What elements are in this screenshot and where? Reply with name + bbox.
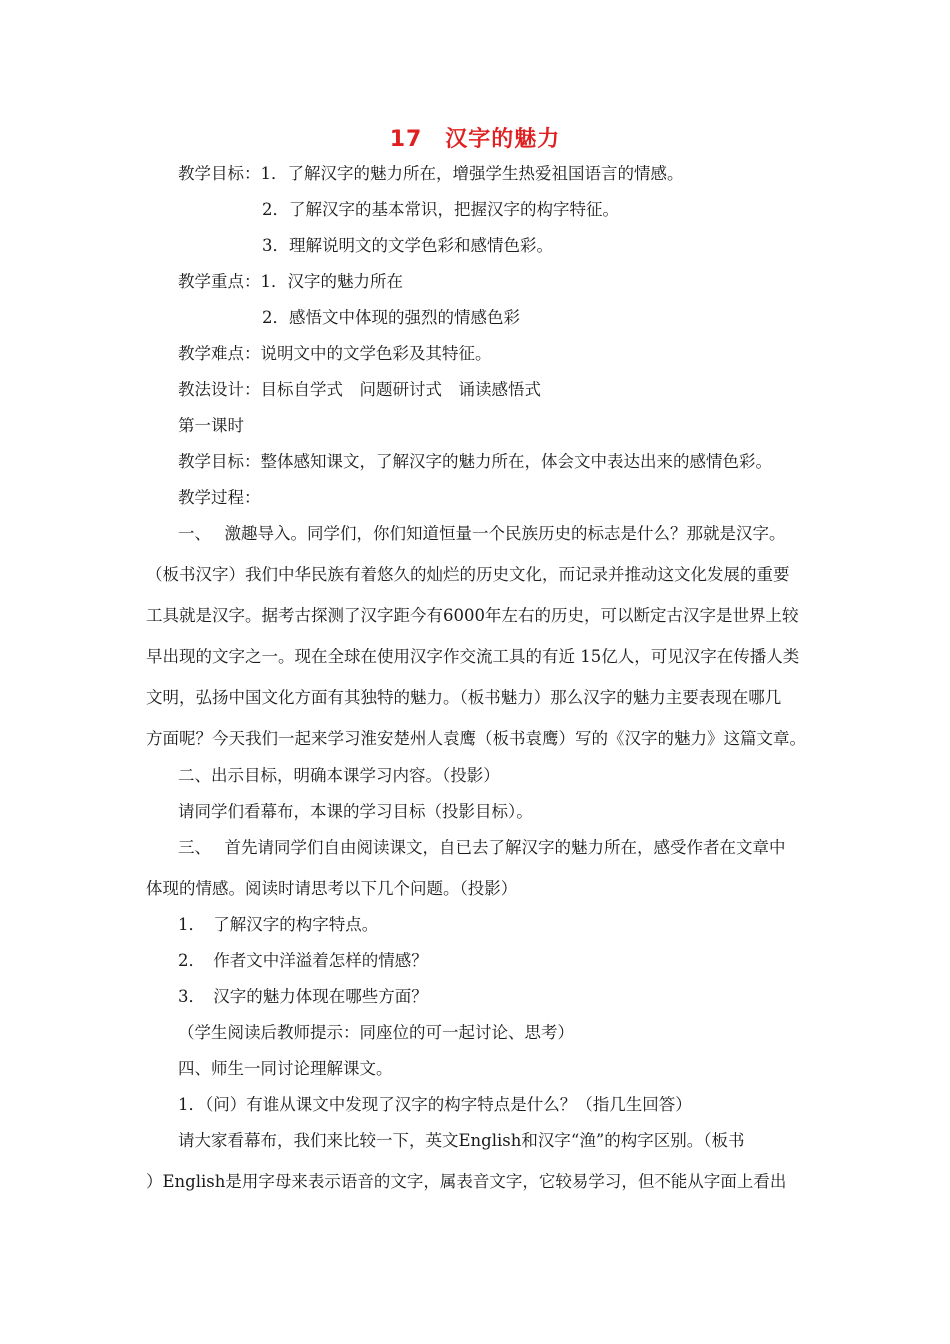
- text-line: 教学难点：说明文中的文学色彩及其特征。: [178, 344, 492, 363]
- text-line: 1． 了解汉字的构字特点。: [178, 915, 379, 934]
- text-line: 教学重点：1．汉字的魅力所在: [178, 272, 403, 291]
- text-line: 2．了解汉字的基本常识，把握汉字的构字特征。: [262, 200, 619, 219]
- text-line: 请大家看幕布，我们来比较一下，英文English和汉字“渔”的构字区别。（板书: [178, 1131, 745, 1150]
- text-line: 1．（问）有谁从课文中发现了汉字的构字特点是什么？（指几生回答）: [178, 1095, 692, 1114]
- text-line: 2． 作者文中洋溢着怎样的情感？: [178, 951, 428, 970]
- text-line: （板书汉字）我们中华民族有着悠久的灿烂的历史文化，而记录并推动这文化发展的重要: [146, 565, 790, 584]
- text-line: ）English是用字母来表示语音的文字，属表音文字，它较易学习，但不能从字面上看出: [146, 1172, 787, 1191]
- text-line: 教学过程：: [178, 488, 261, 507]
- text-line: 教学目标：整体感知课文，了解汉字的魅力所在，体会文中表达出来的感情色彩。: [178, 452, 772, 471]
- text-line: 一、 激趣导入。同学们，你们知道恒量一个民族历史的标志是什么？那就是汉字。: [178, 524, 786, 543]
- text-line: 四、师生一同讨论理解课文。: [178, 1059, 393, 1078]
- text-line: 方面呢？今天我们一起来学习淮安楚州人袁鹰（板书袁鹰）写的《汉字的魅力》这篇文章。: [146, 729, 806, 748]
- text-line: 体现的情感。阅读时请思考以下几个问题。（投影）: [146, 879, 518, 898]
- text-line: 3． 汉字的魅力体现在哪些方面？: [178, 987, 428, 1006]
- text-line: 2．感悟文中体现的强烈的情感色彩: [262, 308, 520, 327]
- lesson-title: 17 汉字的魅力: [389, 127, 561, 152]
- text-line: 第一课时: [178, 416, 244, 435]
- text-line: 教法设计：目标自学式 问题研讨式 诵读感悟式: [178, 380, 541, 399]
- text-line: 教学目标：1．了解汉字的魅力所在，增强学生热爱祖国语言的情感。: [178, 164, 684, 183]
- text-line: 工具就是汉字。据考古探测了汉字距今有6000年左右的历史，可以断定古汉字是世界上较: [146, 606, 799, 625]
- text-line: 三、 首先请同学们自由阅读课文，自已去了解汉字的魅力所在，感受作者在文章中: [178, 838, 786, 857]
- text-line: 文明，弘扬中国文化方面有其独特的魅力。（板书魅力）那么汉字的魅力主要表现在哪几: [146, 688, 782, 707]
- text-line: 请同学们看幕布，本课的学习目标（投影目标）。: [178, 802, 533, 821]
- text-line: 二、出示目标，明确本课学习内容。（投影）: [178, 766, 500, 785]
- text-line: 3．理解说明文的文学色彩和感情色彩。: [262, 236, 553, 255]
- text-line: 早出现的文字之一。现在全球在使用汉字作交流工具的有近 15亿人，可见汉字在传播人类: [146, 647, 800, 666]
- text-line: （学生阅读后教师提示：同座位的可一起讨论、思考）: [178, 1023, 574, 1042]
